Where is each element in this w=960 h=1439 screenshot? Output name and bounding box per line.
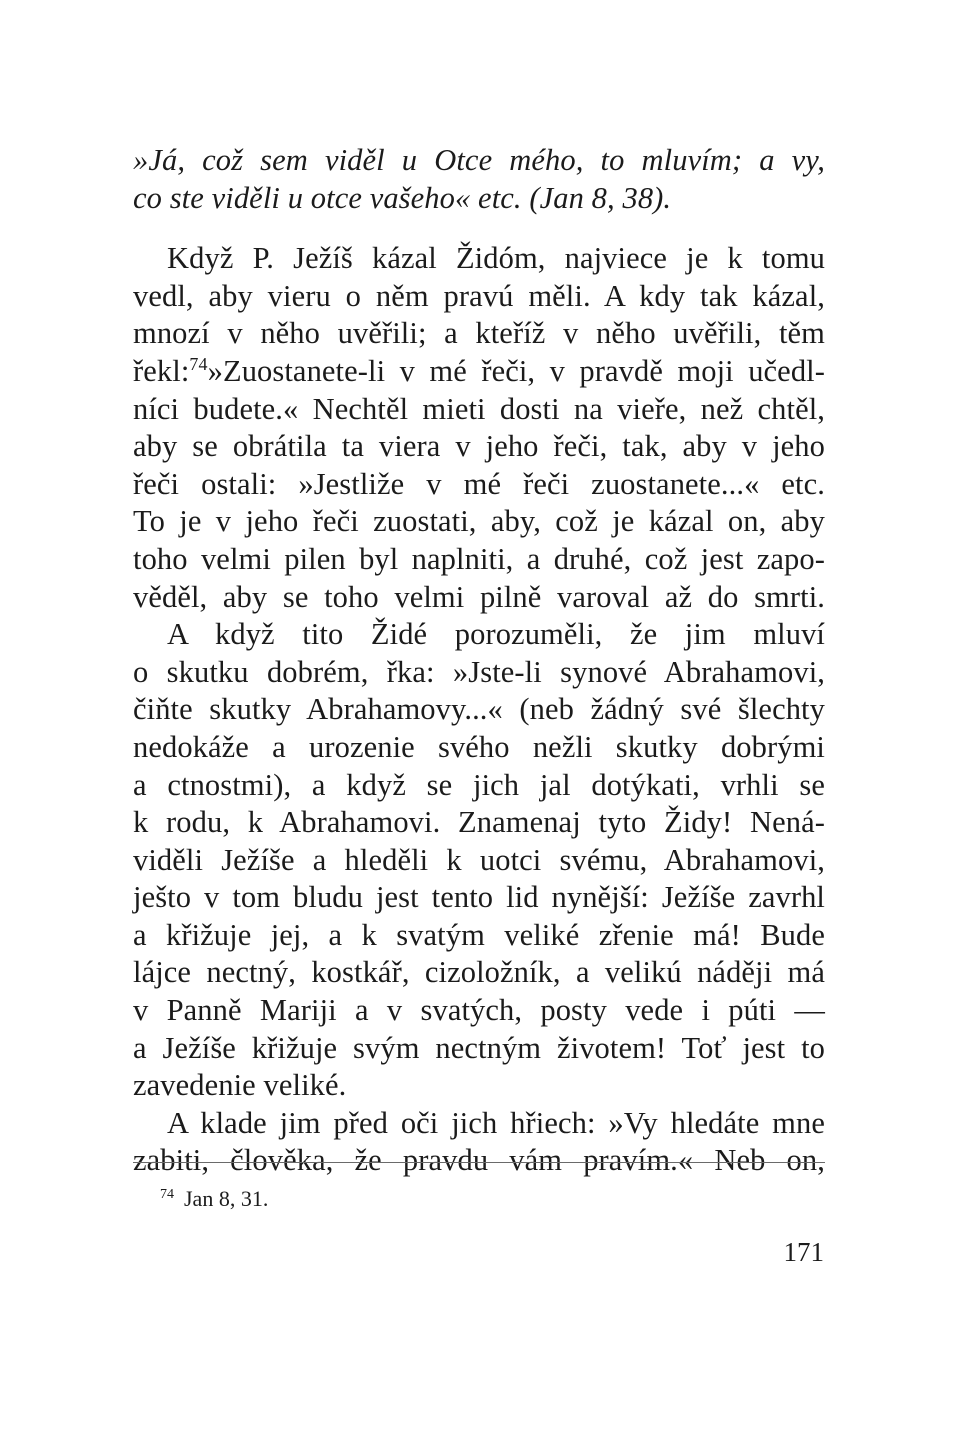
text-line xyxy=(133,142,825,180)
line-text: To je v jeho řeči zuostati, aby, což je kázal on, aby xyxy=(133,504,825,539)
line-text: a Ježíše křižuje svým nectným životem! Toť jest to xyxy=(133,1030,825,1065)
line-text: toho velmi pilen byl naplniti, a druhé, což jest zapo- xyxy=(133,541,825,576)
text-line xyxy=(133,954,825,992)
text-line xyxy=(133,729,825,767)
line-text: řekl: xyxy=(133,353,190,388)
footnote-text: Jan 8, 31. xyxy=(184,1186,269,1211)
page-number: 171 xyxy=(783,1237,824,1267)
text-line xyxy=(133,879,825,917)
line-text: viděli Ježíše a hleděli k uotci svému, Abrahamovi, xyxy=(133,842,825,877)
line-text: A klade jim před oči jich hřiech: »Vy hledáte mne xyxy=(167,1105,825,1140)
text-line xyxy=(133,278,825,316)
line-text: nedokáže a urozenie svého nežli skutky dobrými xyxy=(133,729,825,764)
line-text: mnozí v něho uvěřili; a kteříž v něho uvěřili, těm xyxy=(133,316,825,351)
text-line xyxy=(133,1067,825,1105)
text-line xyxy=(133,616,825,654)
line-text: a ctnostmi), a když se jich jal dotýkati, vrhli se xyxy=(133,767,825,802)
text-line xyxy=(133,315,825,353)
line-text: a křižuje jej, a k svatým veliké zřenie má! Bude xyxy=(133,917,825,952)
line-text: Když P. Ježíš kázal Židóm, najviece je k tomu xyxy=(167,241,825,276)
text-line xyxy=(133,1030,825,1068)
paragraph-gap xyxy=(133,217,825,240)
text-line xyxy=(133,466,825,504)
footnote xyxy=(160,1184,268,1214)
line-text: k rodu, k Abrahamovi. Znamenaj tyto Židy! Nená- xyxy=(133,805,825,840)
text-line xyxy=(133,391,825,429)
line-text: aby se obrátila ta viera v jeho řeči, tak, aby v jeho xyxy=(133,429,825,464)
line-text: co ste viděli u otce vašeho« etc. (Jan 8, 38). xyxy=(133,180,672,215)
line-text: v Panně Mariji a v svatých, posty vede i púti — xyxy=(133,993,825,1028)
text-line xyxy=(133,579,825,617)
line-text: ješto v tom bludu jest tento lid nynější: Ježíše zavrhl xyxy=(133,880,825,915)
footnote-marker: 74 xyxy=(160,1186,174,1202)
text-line xyxy=(133,804,825,842)
line-text: »Zuostanete-li v mé řeči, v pravdě moji učedl- xyxy=(207,353,825,388)
text-line xyxy=(133,1105,825,1143)
text-line xyxy=(133,503,825,541)
line-text: zavedenie veliké. xyxy=(133,1068,347,1103)
footnote-rule xyxy=(133,1162,825,1163)
text-line xyxy=(133,767,825,805)
line-text: řeči ostali: »Jestliže v mé řeči zuostanete...« etc. xyxy=(133,466,825,501)
text-line xyxy=(133,180,825,218)
line-text: lájce nectný, kostkář, cizoložník, a velikú náději má xyxy=(133,955,825,990)
text-line xyxy=(133,353,825,391)
text-line xyxy=(133,541,825,579)
text-line xyxy=(133,240,825,278)
line-text: A když tito Židé porozuměli, že jim mluví xyxy=(167,617,825,652)
line-text: vedl, aby vieru o něm pravú měli. A kdy tak kázal, xyxy=(133,278,825,313)
text-line xyxy=(133,992,825,1030)
line-text: »Já, což sem viděl u Otce mého, to mluvím; a vy, xyxy=(133,143,825,177)
text-line xyxy=(133,842,825,880)
text-line xyxy=(133,691,825,729)
text-line xyxy=(133,428,825,466)
footnote-reference: 74 xyxy=(189,353,208,374)
body-text xyxy=(133,142,825,1180)
line-text: čiňte skutky Abrahamovy...« (neb žádný své šlechty xyxy=(133,692,825,727)
text-line xyxy=(133,654,825,692)
line-text: věděl, aby se toho velmi pilně varoval až do smrti. xyxy=(133,579,825,614)
line-text: níci budete.« Nechtěl mieti dosti na vieře, než chtěl, xyxy=(133,391,825,426)
line-text: o skutku dobrém, řka: »Jste-li synové Abrahamovi, xyxy=(133,654,825,689)
text-line xyxy=(133,917,825,955)
line-text: zabiti, člověka, že pravdu vám pravím.« Neb on, xyxy=(133,1143,825,1178)
